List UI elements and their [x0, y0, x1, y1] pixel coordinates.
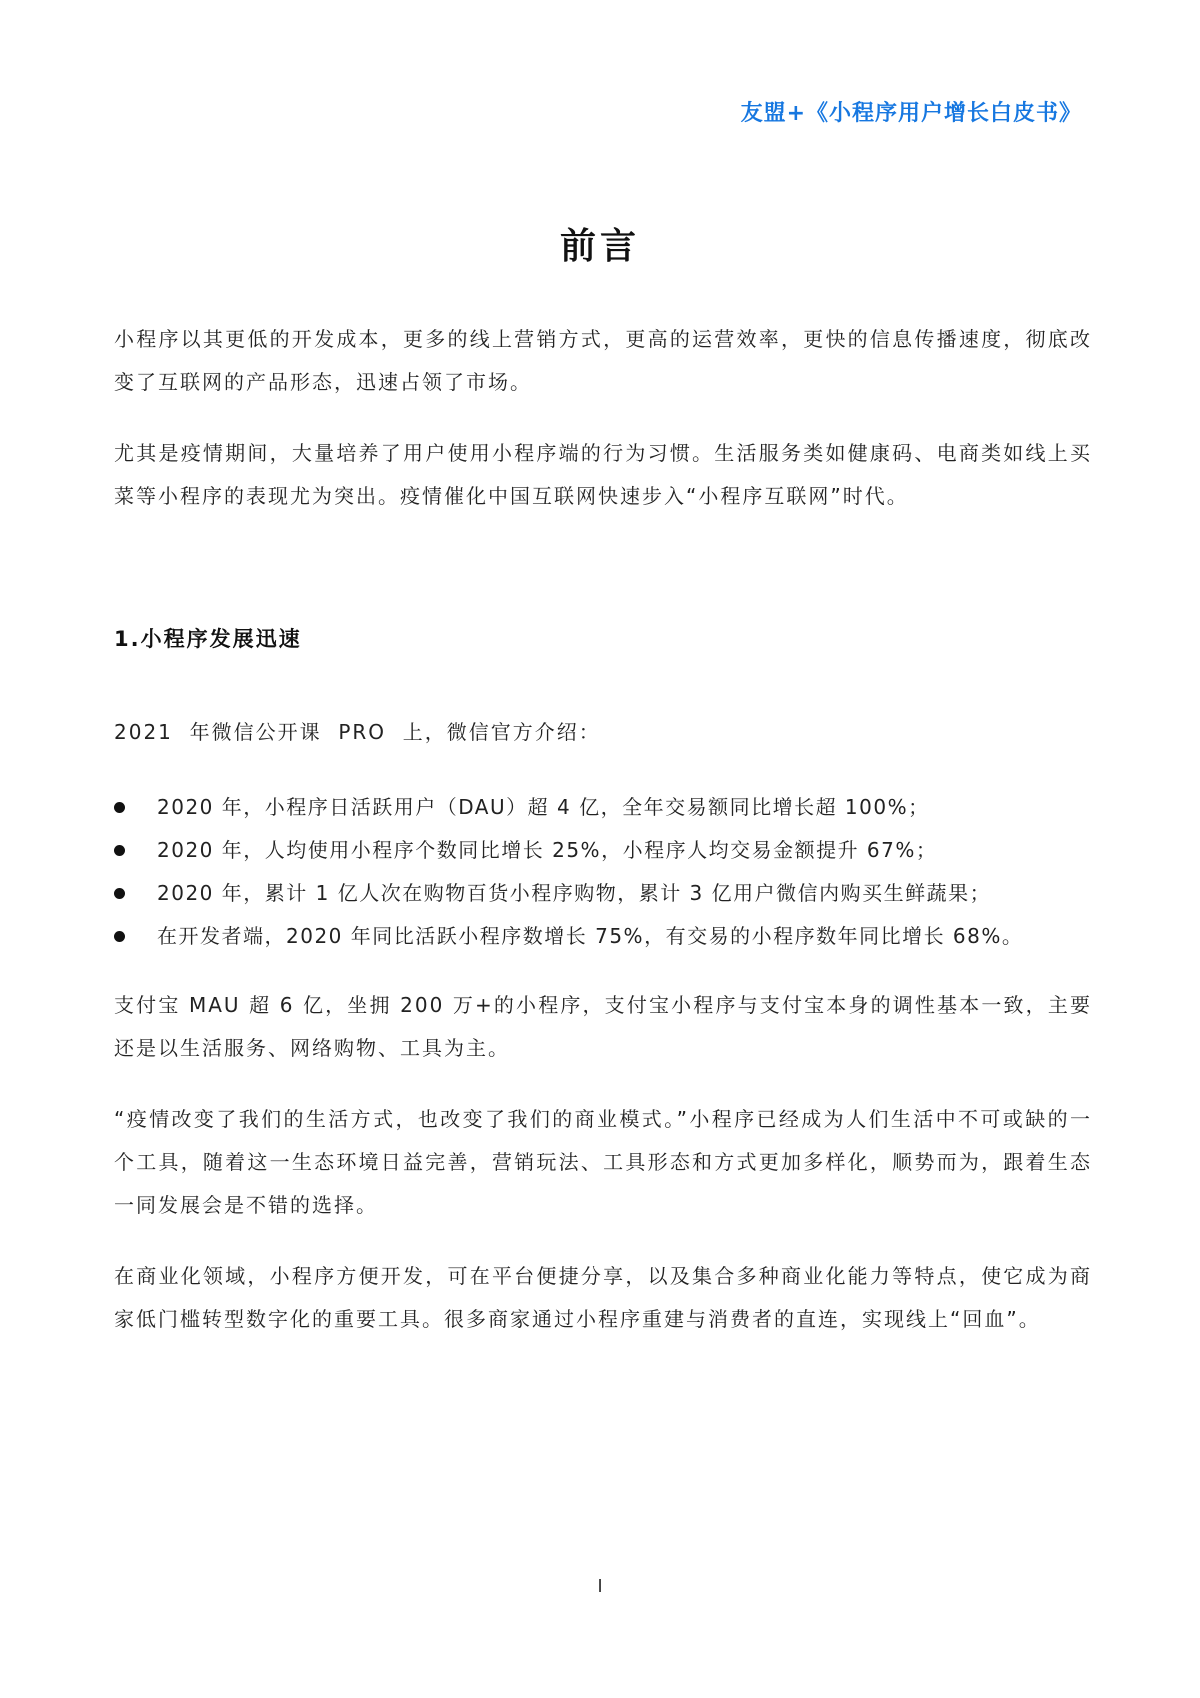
- list-item-text: 2020 年，累计 1 亿人次在购物百货小程序购物，累计 3 亿用户微信内购买生鲜蔬果；: [157, 881, 992, 905]
- bullet-dot-icon: [114, 802, 125, 813]
- commerce-paragraph: 在商业化领域，小程序方便开发，可在平台便捷分享，以及集合多种商业化能力等特点，使它成为商家低门槛转型数字化的重要工具。很多商家通过小程序重建与消费者的直连，实现线上“回血”。: [114, 1264, 1092, 1331]
- page-number: I: [597, 1576, 603, 1597]
- document-body: [114, 318, 1092, 1341]
- quote-paragraph: “疫情改变了我们的生活方式，也改变了我们的商业模式。”小程序已经成为人们生活中不可或缺的一个工具，随着这一生态环境日益完善，营销玩法、工具形态和方式更加多样化，顺势而为，跟着生态一同发展会是不错的选择。: [114, 1107, 1092, 1217]
- list-item: [114, 786, 1092, 829]
- bullet-dot-icon: [114, 845, 125, 856]
- list-item: [114, 915, 1092, 958]
- alipay-paragraph: 支付宝 MAU 超 6 亿，坐拥 200 万+的小程序，支付宝小程序与支付宝本身的调性基本一致，主要还是以生活服务、网络购物、工具为主。: [114, 993, 1092, 1060]
- section-heading: 1.小程序发展迅速: [114, 627, 302, 651]
- list-item-text: 2020 年，小程序日活跃用户（DAU）超 4 亿，全年交易额同比增长超 100%；: [157, 795, 930, 819]
- section-lead: 2021 年微信公开课 PRO 上，微信官方介绍：: [114, 720, 601, 744]
- bullet-dot-icon: [114, 931, 125, 942]
- list-item: [114, 872, 1092, 915]
- bullet-list: [114, 786, 1092, 958]
- intro-paragraph-2: 尤其是疫情期间，大量培养了用户使用小程序端的行为习惯。生活服务类如健康码、电商类如线上买菜等小程序的表现尤为突出。疫情催化中国互联网快速步入“小程序互联网”时代。: [114, 441, 1092, 508]
- page-title: 前言: [559, 226, 640, 267]
- list-item-text: 在开发者端，2020 年同比活跃小程序数增长 75%，有交易的小程序数年同比增长 68%。: [157, 924, 1024, 948]
- intro-paragraph-1: 小程序以其更低的开发成本，更多的线上营销方式，更高的运营效率，更快的信息传播速度，彻底改变了互联网的产品形态，迅速占领了市场。: [114, 327, 1092, 394]
- bullet-dot-icon: [114, 888, 125, 899]
- list-item: [114, 829, 1092, 872]
- list-item-text: 2020 年，人均使用小程序个数同比增长 25%，小程序人均交易金额提升 67%；: [157, 838, 938, 862]
- header-brand-title: 友盟+《小程序用户增长白皮书》: [740, 101, 1082, 126]
